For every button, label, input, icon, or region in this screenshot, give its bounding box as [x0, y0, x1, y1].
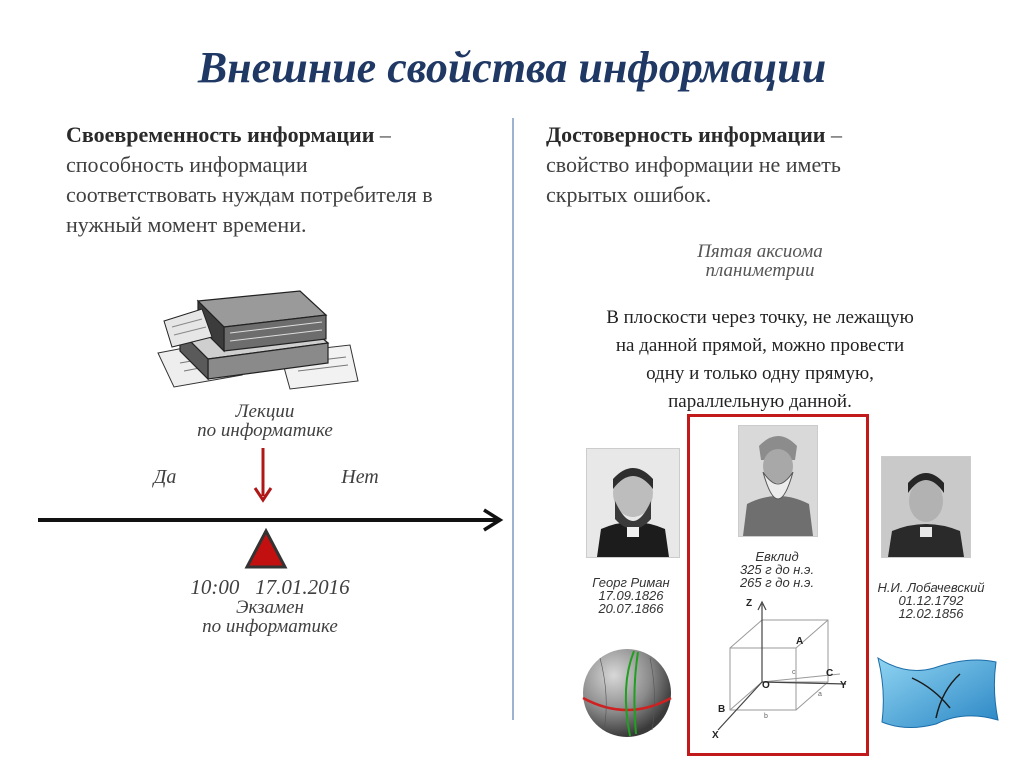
caption-line: Лекции: [235, 401, 295, 422]
page-title: Внешние свойства информации: [197, 43, 827, 92]
reliability-definition: [546, 120, 986, 210]
definition-line: нужный момент времени.: [66, 212, 307, 237]
definition-line: соответствовать нуждам потребителя в: [66, 182, 433, 207]
lobachevsky-caption: [866, 581, 996, 620]
timeliness-definition: [66, 120, 506, 240]
dash: –: [374, 122, 391, 147]
cube-label-z: Z: [746, 598, 753, 609]
riemann-portrait: [586, 448, 680, 558]
cube-label-y: Y: [840, 680, 847, 691]
definition-line: свойство информации не иметь: [546, 152, 841, 177]
timeliness-term: Своевременность информации: [66, 122, 375, 147]
euclid-caption: [712, 550, 842, 589]
reliability-term: Достоверность информации: [546, 122, 826, 147]
exam-time: 10:00: [190, 575, 240, 599]
cube-label-c: C: [826, 668, 834, 679]
riemann-caption: [566, 576, 696, 615]
down-arrow-icon: [252, 446, 274, 504]
cube-diagram: [700, 590, 860, 740]
axiom-line: на данной прямой, можно провести: [615, 335, 905, 356]
cube-label-small-b: b: [764, 713, 768, 720]
sphere-image: [580, 646, 674, 740]
yes-label: Да: [153, 466, 177, 488]
caption-line: 325 г до н.э.: [739, 562, 815, 577]
cube-label-b: B: [718, 704, 726, 715]
caption-line: 01.12.1792: [898, 593, 964, 608]
cube-label-o: O: [762, 680, 770, 691]
caption-line: 265 г до н.э.: [739, 575, 815, 590]
axiom-title-line: планиметрии: [705, 260, 815, 281]
cube-label-a: A: [796, 636, 804, 647]
lobachevsky-portrait: [881, 456, 971, 558]
exam-caption-line: по информатике: [202, 616, 338, 637]
dash: –: [825, 122, 842, 147]
no-label: Нет: [341, 466, 379, 488]
saddle-surface-image: [872, 648, 1002, 732]
caption-line: Евклид: [755, 549, 799, 564]
caption-line: Георг Риман: [592, 575, 670, 590]
axiom-title: [640, 242, 880, 280]
caption-line: 12.02.1856: [898, 606, 964, 621]
definition-line: скрытых ошибок.: [546, 182, 712, 207]
axiom-title-line: Пятая аксиома: [697, 241, 823, 262]
definition-line: способность информации: [66, 152, 308, 177]
euclid-portrait: [738, 425, 818, 537]
column-divider: [512, 118, 514, 720]
books-caption: [150, 402, 380, 440]
caption-line: 20.07.1866: [598, 601, 664, 616]
exam-caption-line: Экзамен: [236, 597, 304, 618]
caption-line: Н.И. Лобачевский: [877, 580, 985, 595]
exam-block: [160, 576, 380, 636]
caption-line: по информатике: [197, 420, 333, 441]
caption-line: 17.09.1826: [598, 588, 664, 603]
axiom-line: В плоскости через точку, не лежащую: [606, 307, 914, 328]
cube-label-small-a: a: [818, 691, 822, 698]
axiom-text: [560, 304, 960, 416]
deadline-marker-icon: [244, 528, 288, 570]
cube-label-small-c: c: [792, 669, 796, 676]
books-image: [150, 283, 364, 398]
cube-label-x: X: [712, 730, 719, 740]
axiom-line: одну и только одну прямую,: [646, 363, 874, 384]
axiom-line: параллельную данной.: [668, 391, 852, 412]
exam-date: 17.01.2016: [255, 575, 350, 599]
